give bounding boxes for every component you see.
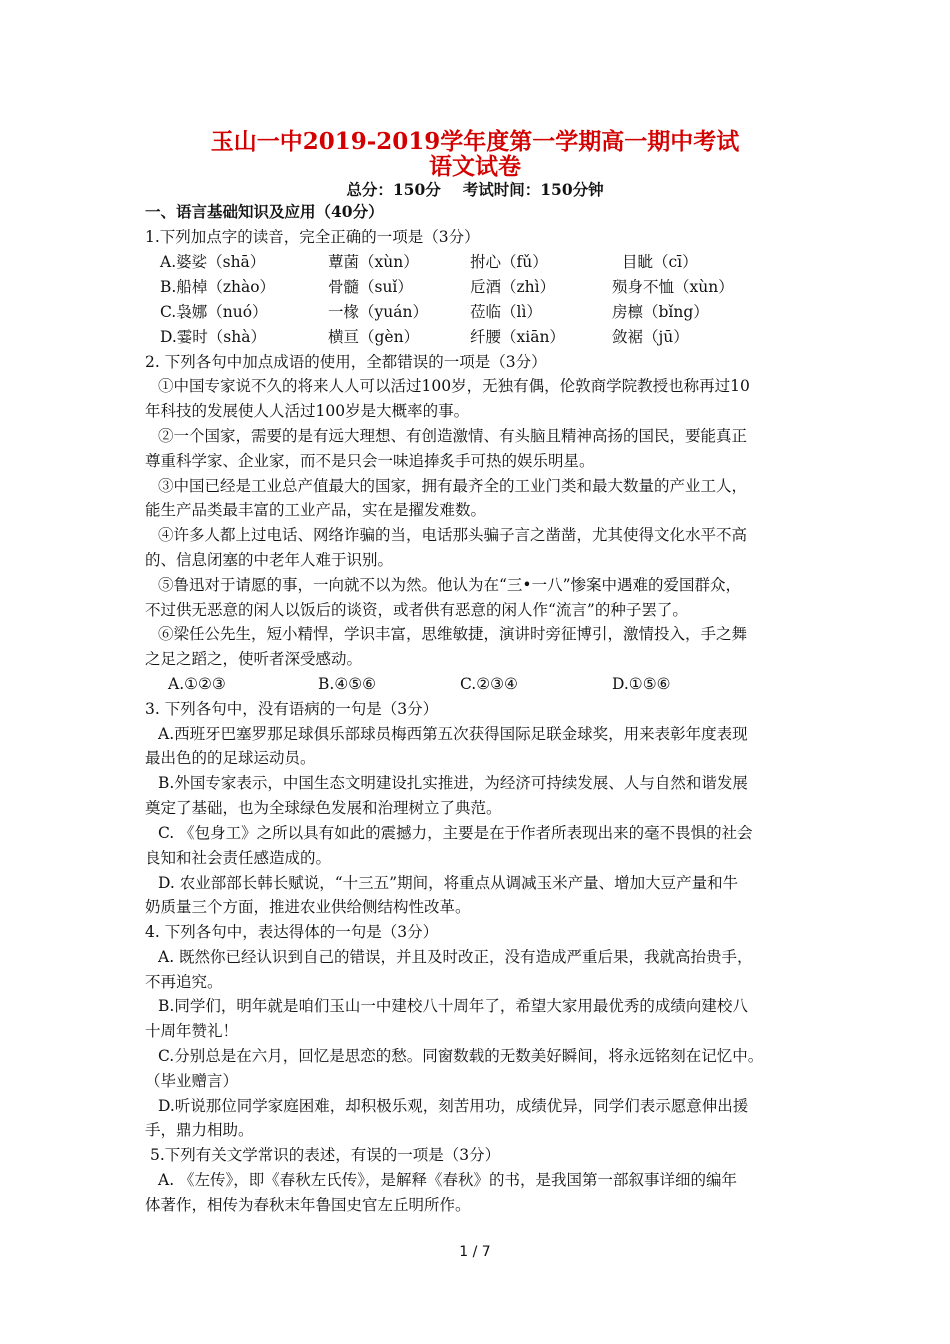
q2-line: ⑤鲁迅对于请愿的事，一向就不以为然。他认为在“三•一八”惨案中遇难的爱国群众， (158, 576, 741, 594)
question-2-stem: 2. 下列各句中加点成语的使用，全都错误的一项是（3分） (145, 353, 547, 371)
q1-item: D.霎时（shà） (160, 328, 266, 346)
q4-line: 十周年赞礼！ (145, 1022, 239, 1040)
q4-line: C.分别总是在六月，回忆是思恋的愁。同窗数载的无数美好瞬间，将永远铭刻在记忆中。 (158, 1047, 764, 1065)
q2-line: ②一个国家，需要的是有远大理想、有创造激情、有头脑且精神高扬的国民，要能真正 (158, 427, 748, 445)
q4-line: 不再追究。 (145, 973, 223, 991)
q1-item: 骨髓（suǐ） (328, 278, 413, 296)
q1-item: 卮酒（zhì） (470, 278, 556, 296)
q1-item: 房檩（bǐng） (612, 303, 709, 321)
q4-line: D.听说那位同学家庭困难，却积极乐观，刻苦用功，成绩优异，同学们表示愿意伸出援 (158, 1097, 749, 1115)
q2-line: 不过供无恶意的闲人以饭后的谈资，或者供有恶意的闲人作“流言”的种子罢了。 (145, 601, 688, 619)
q2-line: 能生产品类最丰富的工业产品，实在是擢发难数。 (145, 501, 487, 519)
q4-line: （毕业赠言） (145, 1072, 239, 1090)
q1-item: 一椽（yuán） (328, 303, 428, 321)
q2-line: ③中国已经是工业总产值最大的国家，拥有最齐全的工业门类和最大数量的产业工人， (158, 477, 748, 495)
q2-line: 的、信息闭塞的中老年人难于识别。 (145, 551, 394, 569)
q3-line: B.外国专家表示，中国生态文明建设扎实推进，为经济可持续发展、人与自然和谐发展 (158, 774, 748, 792)
section-heading: 一、语言基础知识及应用（40分） (145, 202, 384, 221)
q2-option-a: A.①②③ (168, 675, 226, 693)
q3-line: C. 《包身工》之所以具有如此的震撼力，主要是在于作者所表现出来的毫不畏惧的社会 (158, 824, 753, 842)
exam-time: 考试时间：150分钟 (462, 180, 604, 199)
q2-line: 年科技的发展使人人活过100岁是大概率的事。 (145, 402, 470, 420)
q2-line: ④许多人都上过电话、网络诈骗的当，电话那头骗子言之凿凿，尤其使得文化水平不高 (158, 526, 748, 544)
question-3-stem: 3. 下列各句中，没有语病的一句是（3分） (145, 700, 439, 718)
total-score: 总分：150分 (346, 180, 441, 199)
q3-line: 良知和社会责任感造成的。 (145, 849, 332, 867)
q3-line: 奠定了基础，也为全球绿色发展和治理树立了典范。 (145, 799, 502, 817)
question-1-stem: 1.下列加点字的读音，完全正确的一项是（3分） (145, 228, 480, 246)
question-4-stem: 4. 下列各句中，表达得体的一句是（3分） (145, 923, 439, 941)
q2-line: 尊重科学家、企业家，而不是只会一味追捧炙手可热的娱乐明星。 (145, 452, 595, 470)
q1-item: A.婆娑（shā） (160, 253, 266, 271)
q1-item: 蕈菌（xùn） (328, 253, 419, 271)
q2-line: ⑥梁任公先生，短小精悍，学识丰富，思维敏捷，演讲时旁征博引，激情投入，手之舞 (158, 625, 748, 643)
question-5-stem: 5.下列有关文学常识的表述，有误的一项是（3分） (150, 1146, 501, 1164)
q1-item: 纤腰（xiān） (470, 328, 565, 346)
page-number: 1 / 7 (459, 1244, 491, 1260)
page-title: 玉山一中2019-2019学年度第一学期高一期中考试 (210, 128, 740, 155)
q5-line: A. 《左传》，即《春秋左氏传》，是解释《春秋》的书，是我国第一部叙事详细的编年 (158, 1171, 738, 1189)
q4-line: 手，鼎力相助。 (145, 1121, 254, 1139)
q4-line: B.同学们，明年就是咱们玉山一中建校八十周年了，希望大家用最优秀的成绩向建校八 (158, 997, 748, 1015)
q4-line: A. 既然你已经认识到自己的错误，并且及时改正，没有造成严重后果，我就高抬贵手， (158, 948, 753, 966)
q2-option-c: C.②③④ (460, 675, 518, 693)
q2-line: 之足之蹈之，使听者深受感动。 (145, 650, 363, 668)
q1-item: 敛裾（jū） (612, 328, 689, 346)
q1-item: 殒身不恤（xùn） (612, 278, 734, 296)
q1-item: 横亘（gèn） (328, 328, 420, 346)
q5-line: 体著作，相传为春秋末年鲁国史官左丘明所作。 (145, 1196, 471, 1214)
q2-option-d: D.①⑤⑥ (612, 675, 671, 693)
q3-line: 最出色的的足球运动员。 (145, 749, 316, 767)
q3-line: D. 农业部部长韩长赋说，“十三五”期间，将重点从调减玉米产量、增加大豆产量和牛 (158, 874, 739, 892)
q1-item: 莅临（lì） (470, 303, 542, 321)
page-subtitle: 语文试卷 (429, 153, 521, 180)
q1-item: 拊心（fǔ） (470, 253, 548, 271)
q1-item: 目眦（cī） (622, 253, 698, 271)
exam-meta (0, 178, 950, 200)
q3-line: A.西班牙巴塞罗那足球俱乐部球员梅西第五次获得国际足联金球奖，用来表彰年度表现 (158, 725, 748, 743)
q2-option-b: B.④⑤⑥ (318, 675, 377, 693)
q1-item: B.船棹（zhào） (160, 278, 276, 296)
q3-line: 奶质量三个方面，推进农业供给侧结构性改革。 (145, 898, 471, 916)
q2-line: ①中国专家说不久的将来人人可以活过100岁，无独有偶，伦敦商学院教授也称再过10 (158, 377, 750, 395)
q1-item: C.袅娜（nuó） (160, 303, 268, 321)
